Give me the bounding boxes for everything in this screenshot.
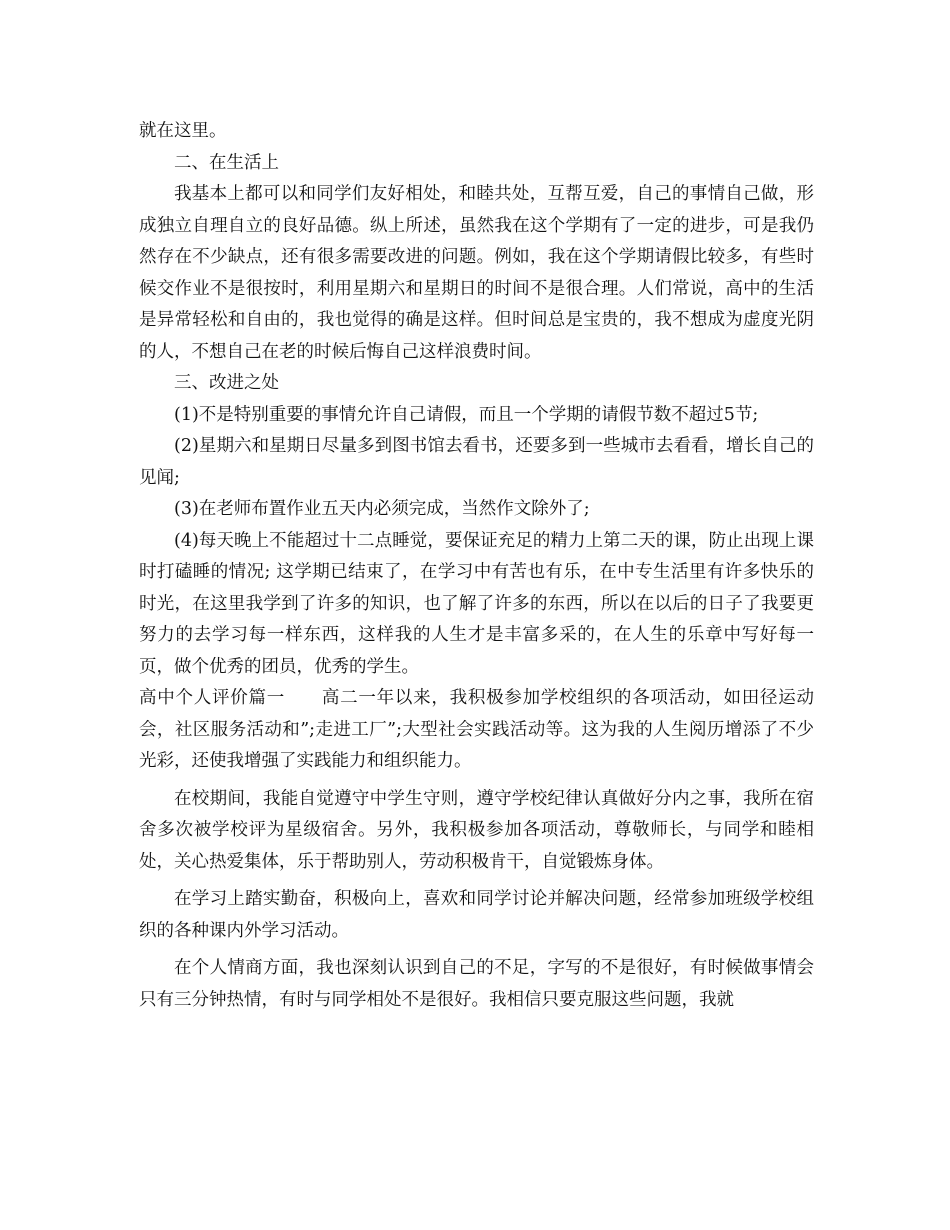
list-item-2: (2)星期六和星期日尽量多到图书馆去看书，还要多到一些城市去看看，增长自己的见闻;	[139, 436, 814, 488]
paragraph-study: 在学习上踏实勤奋，积极向上，喜欢和同学讨论并解决问题，经常参加班级学校组织的各种课内外学习活动。	[139, 889, 814, 941]
list-item-3: (3)在老师布置作业五天内必须完成，当然作文除外了;	[174, 499, 590, 519]
section-heading-life: 二、在生活上	[174, 152, 279, 173]
paragraph-school-conduct: 在校期间，我能自觉遵守中学生守则，遵守学校纪律认真做好分内之事，我所在宿舍多次被学校评为星级宿舍。另外，我积极参加各项活动，尊敬师长，与同学和睦相处，关心热爱集体，乐于帮助别人，劳动积极肯干，自觉锻炼身体。	[139, 788, 814, 872]
list-item-4: (4)每天晚上不能超过十二点睡觉，要保证充足的精力上第二天的课，防止出现上课时打磕睡的情况; 这学期已结束了，在学习中有苦也有乐，在中专生活里有许多快乐的时光，在这里我学到了许多的知识，也了解了许多的东西，所以在以后的日子了我要更努力的去学习每一样东西，这样我的人生才是丰富多采的，在人生的乐章中写好每一页，做个优秀的团员，优秀的学生。	[139, 530, 814, 677]
essay-heading-body: 高二一年以来，我积极参加学校组织的各项活动，如田径运动会，社区服务活动和”;走进工厂”;大型社会实践活动等。这为我的人生阅历增添了不少光彩，还使我增强了实践能力和组织能力。	[139, 688, 815, 771]
document-body	[139, 116, 814, 1016]
list-item-1: (1)不是特别重要的事情允许自己请假，而且一个学期的请假节数不超过5节;	[174, 404, 759, 425]
essay-heading-paragraph	[139, 683, 814, 778]
paragraph-self-reflection: 在个人情商方面，我也深刻认识到自己的不足，字写的不是很好，有时候做事情会只有三分钟热情，有时与同学相处不是很好。我相信只要克服这些问题，我就	[139, 958, 814, 1010]
section-heading-improvement: 三、改进之处	[174, 373, 279, 393]
paragraph-life: 我基本上都可以和同学们友好相处，和睦共处，互帮互爱，自己的事情自己做，形成独立自理自立的良好品德。纵上所述，虽然我在这个学期有了一定的进步，可是我仍然存在不少缺点，还有很多需要改进的问题。例如，我在这个学期请假比较多，有些时候交作业不是很按时，利用星期六和星期日的时间不是很合理。人们常说，高中的生活是异常轻松和自由的，我也觉得的确是这样。但时间总是宝贵的，我不想成为虚度光阴的人，不想自己在老的时候后悔自己这样浪费时间。	[139, 184, 814, 362]
paragraph-continuation: 就在这里。	[139, 121, 227, 141]
essay-heading-label: 高中个人评价篇一	[139, 688, 286, 708]
